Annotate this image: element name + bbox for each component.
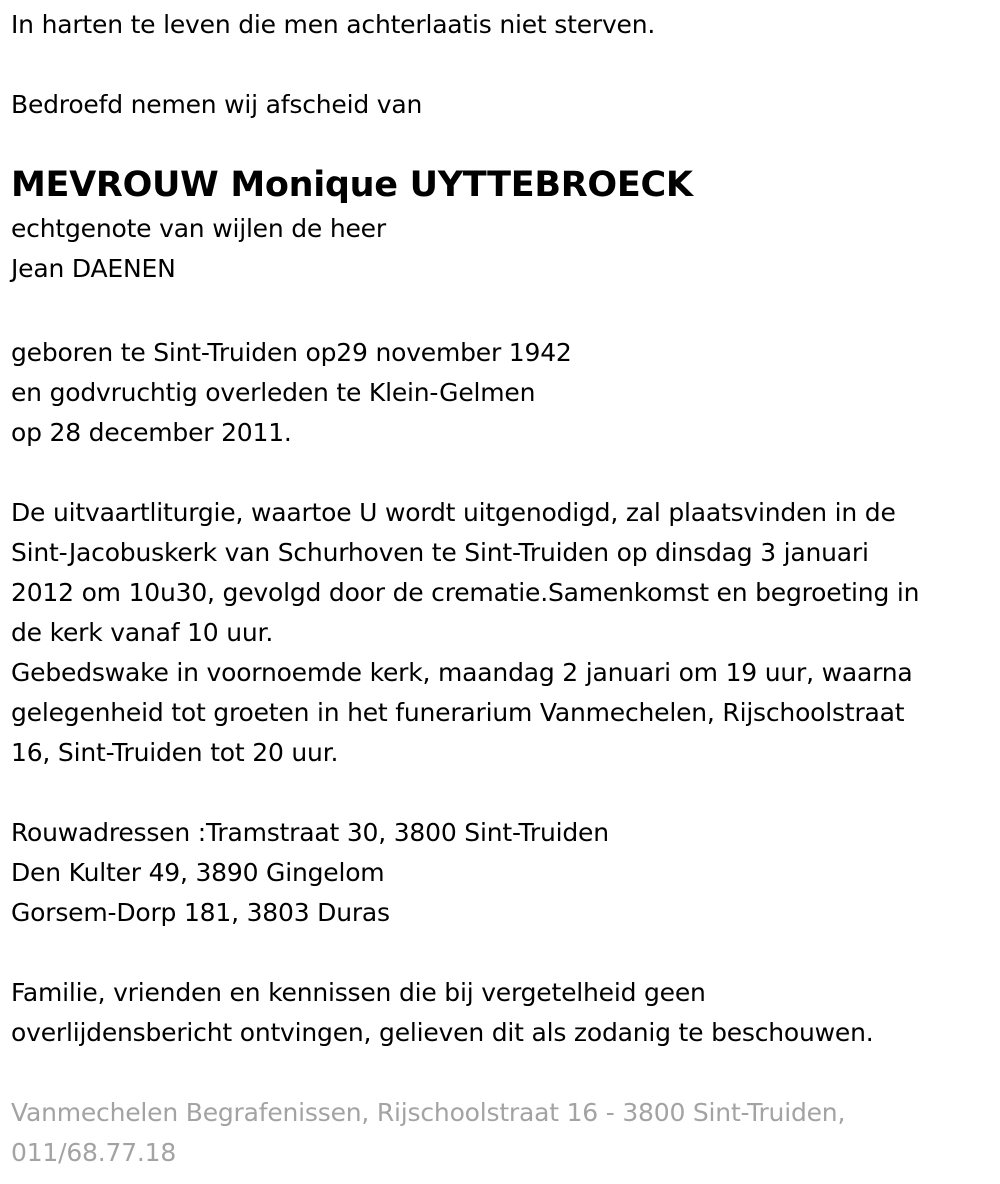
liturgy-line: De uitvaartliturgie, waartoe U wordt uitgenodigd, zal plaatsvinden in de — [11, 498, 896, 527]
vigil-line: gelegenheid tot groeten in het funerarium Vanmechelen, Rijschoolstraat — [11, 698, 905, 727]
address-line: Gorsem-Dorp 181, 3803 Duras — [11, 898, 390, 927]
address-line: Rouwadressen :Tramstraat 30, 3800 Sint-Truiden — [11, 818, 609, 847]
closing-block — [11, 973, 991, 1053]
addresses-block — [11, 813, 991, 933]
liturgy-line: 2012 om 10u30, gevolgd door de crematie.Samenkomst en begroeting in — [11, 578, 920, 607]
vigil-line: 16, Sint-Truiden tot 20 uur. — [11, 738, 339, 767]
relation-line-2: Jean DAENEN — [11, 254, 176, 283]
motto-text: In harten te leven die men achterlaatis niet sterven. — [11, 10, 656, 39]
death-line-1: en godvruchtig overleden te Klein-Gelmen — [11, 378, 536, 407]
deceased-name: MEVROUW Monique UYTTEBROECK — [11, 165, 693, 205]
closing-line: Familie, vrienden en kennissen die bij vergetelheid geen — [11, 978, 706, 1007]
liturgy-line: de kerk vanaf 10 uur. — [11, 618, 274, 647]
birth-line: geboren te Sint-Truiden op29 november 1942 — [11, 338, 572, 367]
motto — [11, 5, 991, 45]
relation-line-1: echtgenote van wijlen de heer — [11, 214, 386, 243]
vigil-line: Gebedswake in voornoemde kerk, maandag 2 januari om 19 uur, waarna — [11, 658, 913, 687]
intro — [11, 85, 991, 125]
intro-text: Bedroefd nemen wij afscheid van — [11, 90, 423, 119]
deceased-block — [11, 161, 991, 289]
funeral-home-footer — [11, 1093, 991, 1173]
liturgy-line: Sint-Jacobuskerk van Schurhoven te Sint-Truiden op dinsdag 3 januari — [11, 538, 869, 567]
closing-line: overlijdensbericht ontvingen, gelieven dit als zodanig te beschouwen. — [11, 1018, 874, 1047]
footer-phone: 011/68.77.18 — [11, 1138, 177, 1167]
footer-address: Vanmechelen Begrafenissen, Rijschoolstraat 16 - 3800 Sint-Truiden, — [11, 1098, 846, 1127]
ceremony-block — [11, 493, 991, 773]
life-dates — [11, 333, 991, 453]
address-line: Den Kulter 49, 3890 Gingelom — [11, 858, 385, 887]
death-line-2: op 28 december 2011. — [11, 418, 292, 447]
